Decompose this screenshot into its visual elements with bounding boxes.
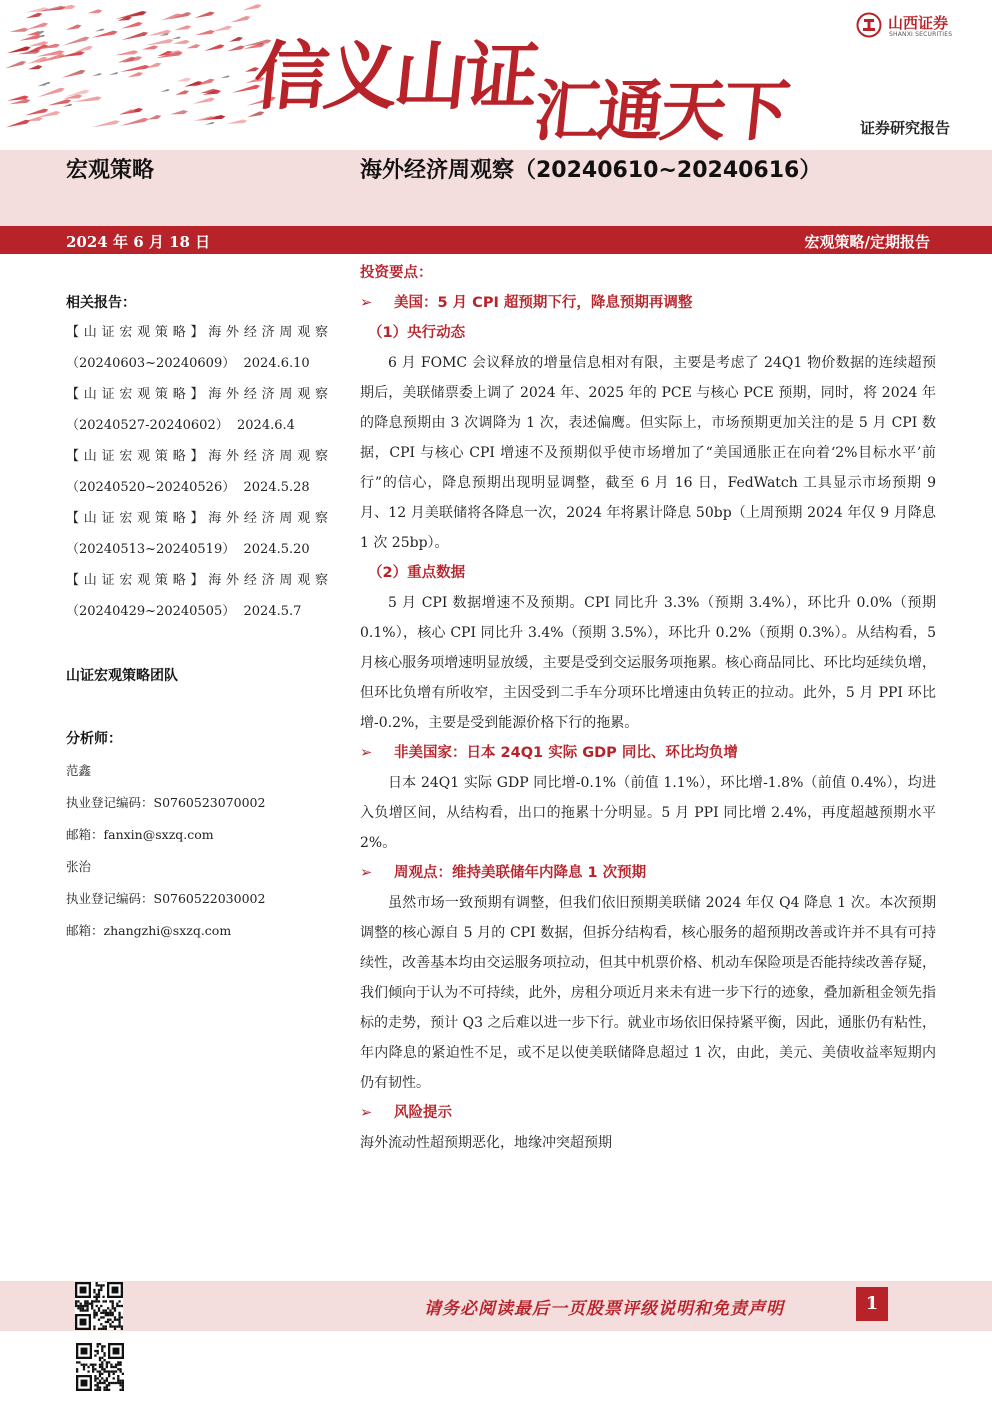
arrow-decoration-mark [160,89,170,93]
arrow-decoration-mark [195,29,216,37]
arrow-decoration-mark [25,12,43,20]
section-heading-weekly-view [360,858,936,888]
section-title: 周观点：维持美联储年内降息 1 次预期 [394,865,647,881]
arrow-decoration-mark [115,10,147,21]
analyst-heading: 分析师： [66,731,122,747]
section-heading-non-us [360,738,936,768]
analyst-email[interactable]: 邮箱：fanxin@sxzq.com [66,827,214,842]
arrow-decoration-mark [87,9,103,16]
arrow-decoration-mark [230,15,252,25]
arrow-decoration-mark [109,72,119,76]
logo-mark-icon [856,12,882,38]
category-title: 宏观策略 [66,158,155,183]
report-date: 2024 年 6 月 18 日 [66,233,211,251]
key-points-heading: 投资要点： [360,265,433,281]
arrow-decoration-mark [92,73,102,77]
arrow-bullet-icon: ➢ [360,1105,373,1121]
logo-name-cn: 山西证券 [888,14,949,32]
arrow-decoration-mark [194,11,215,20]
arrow-decoration-mark [147,29,172,38]
analyst-registration: 执业登记编码：S0760523070002 [66,795,266,810]
related-report-title: 【山证宏观策略】海外经济周观察 [66,325,328,340]
arrow-decoration-mark [147,114,162,122]
page-number: 1 [856,1287,888,1321]
report-category: 宏观策略/定期报告 [804,233,930,251]
arrow-decoration-mark [193,115,215,123]
arrow-decoration-mark [229,36,244,44]
document-title: 海外经济周观察（20240610~20240616） [360,158,822,183]
related-report-range: （20240603~20240609） [66,356,236,371]
analyst-email[interactable]: 邮箱：zhangzhi@sxzq.com [66,923,232,938]
section-heading-us [360,288,936,318]
related-report-date: 2024.6.4 [237,418,295,433]
analyst-registration: 执业登记编码：S0760522030002 [66,891,266,906]
paragraph-weekly-view: 虽然市场一致预期有调整，但我们依旧预期美联储 2024 年仅 Q4 降息 1 次。本次预期调整的核心源自 5 月的 CPI 数据，但拆分结构看，核心服务的超预期改善或许并不具有可持续性，改善基本均由交运服务项拉动，但其中机票价格、机动车保险项是否能持续改善存疑，我们倾向于认为不可持续，此外，房租分项近月来未有进一步下行的迹象，叠加新租金领先指标的走势，预计 Q3 之后难以进一步下行。就业市场依旧保持紧平衡，因此，通胀仍有粘性，年内降息的紧迫性不足，或不足以使美联储降息超过 1 次，由此，美元、美债收益率短期内仍有韧性。 [360,895,936,1091]
arrow-decoration-mark [95,28,105,32]
arrow-bullet-icon: ➢ [360,295,373,311]
arrow-decoration-mark [28,64,43,71]
arrow-decoration-mark [9,27,29,34]
related-report-title: 【山证宏观策略】海外经济周观察 [66,387,328,402]
qr-code-icon[interactable] [75,1282,123,1330]
slogan-part2: 汇通天下 [530,72,791,150]
arrow-decoration-mark [5,119,30,130]
arrow-decoration-mark [171,36,181,40]
arrow-decoration-mark [26,22,49,32]
section-title: 风险提示 [394,1105,452,1121]
section-title: 美国：5 月 CPI 超预期下行，降息预期再调整 [394,295,693,311]
related-report-range: （20240513~20240519） [66,542,236,557]
arrow-decoration-mark [227,44,246,53]
arrow-decoration-mark [62,103,72,107]
related-report-range: （20240527-20240602） [66,418,229,433]
related-report-title: 【山证宏观策略】海外经济周观察 [66,573,328,588]
arrow-decoration-mark [62,36,90,48]
paragraph-key-data: 5 月 CPI 数据增速不及预期。CPI 同比升 3.3%（预期 3.4%），环比升 0.0%（预期 0.1%），核心 CPI 同比升 3.4%（预期 3.5%），环比升 0.2%（预期 0.3%）。从结构看，5 月核心服务项增速明显放缓，主要是受到交运服务项拖累。核心商品同比、环比均延续负增，但环比负增有所收窄，主因受到二手车分项环比增速由负转正的拉动。此外，5 月 PPI 环比增-0.2%，主要是受到能源价格下行的拖累。 [360,595,936,731]
arrow-decoration-mark [141,45,158,52]
related-report-title: 【山证宏观策略】海外经济周观察 [66,449,328,464]
disclaimer-notice: 请务必阅读最后一页股票评级说明和免责声明 [424,1299,784,1319]
arrow-decoration-mark [120,21,143,31]
arrow-decoration-mark [145,38,174,47]
arrow-bullet-icon: ➢ [360,865,373,881]
arrow-decoration-mark [174,24,192,32]
related-report-item[interactable] [66,503,328,565]
slogan-part1: 信义山证 [249,34,539,120]
arrow-decoration-mark [4,60,26,71]
qr-code-icon[interactable] [76,1343,124,1391]
arrow-decoration-mark [119,117,149,128]
arrow-decoration-mark [121,31,149,42]
related-report-item[interactable] [66,379,328,441]
related-report-date: 2024.6.10 [243,356,310,371]
arrow-decoration-mark [186,43,201,50]
arrow-decoration-mark [212,25,233,34]
arrow-decoration-mark [204,43,225,52]
related-report-date: 2024.5.20 [243,542,310,557]
arrow-decoration-mark [226,119,247,126]
arrow-decoration-mark [91,30,118,40]
paragraph-risk: 海外流动性超预期恶化，地缘冲突超预期 [360,1135,612,1151]
related-report-date: 2024.5.7 [243,604,302,619]
logo-name-en: SHANXI SECURITIES [889,31,953,38]
related-report-item[interactable] [66,441,328,503]
arrow-decoration-mark [65,23,82,32]
arrow-decoration-mark [175,89,190,97]
analyst-name: 张治 [66,859,92,874]
section-title: 非美国家：日本 24Q1 实际 GDP 同比、环比均负增 [394,745,738,761]
arrow-decoration-mark [127,71,144,79]
related-report-title: 【山证宏观策略】海外经济周观察 [66,511,328,526]
arrow-decoration-mark [192,97,215,106]
related-report-item[interactable] [66,565,328,627]
related-report-date: 2024.5.28 [243,480,310,495]
arrow-bullet-icon: ➢ [360,745,373,761]
analyst-name: 范鑫 [66,763,92,778]
arrow-decoration-mark [173,39,190,45]
related-report-range: （20240429~20240505） [66,604,236,619]
arrow-decoration-mark [170,109,189,116]
subheading-key-data: （2）重点数据 [368,565,466,581]
related-report-item[interactable] [66,317,328,379]
arrow-decoration-mark [115,50,139,58]
arrow-decoration-mark [220,75,230,79]
arrow-decoration-mark [91,119,120,129]
main-content [360,258,936,1158]
related-reports-heading: 相关报告： [66,295,136,311]
subheading-central-bank: （1）央行动态 [368,325,466,341]
arrow-decoration-mark [176,77,191,84]
arrow-decoration-mark [205,122,215,126]
arrow-decoration-mark [120,64,150,74]
company-logo [856,12,976,42]
section-heading-risk [360,1098,936,1128]
team-name: 山证宏观策略团队 [66,668,178,684]
report-type: 证券研究报告 [860,119,951,137]
related-report-range: （20240520~20240526） [66,480,236,495]
paragraph-central-bank: 6 月 FOMC 会议释放的增量信息相对有限，主要是考虑了 24Q1 物价数据的连续超预期后，美联储票委上调了 2024 年、2025 年的 PCE 与核心 PCE 预期，同时，将 2024 年的降息预期由 3 次调降为 1 次，表述偏鹰。但实际上，市场预期更加关注的是 5 月 CPI 数据，CPI 与核心 CPI 增速不及预期似乎使市场增加了“美国通胀正在向着‘2%目标水平’前行”的信心，降息预期出现明显调整，截至 6 月 16 日，FedWatch 工具显示市场预期 9 月、12 月美联储将各降息一次，2024 年将累计降息 50bp（上周预期 2024 年仅 9 月降息 1 次 25bp）。 [360,355,936,551]
arrow-decoration-mark [36,87,65,100]
arrow-decoration-mark [242,3,262,12]
paragraph-japan: 日本 24Q1 实际 GDP 同比增-0.1%（前值 1.1%），环比增-1.8%（前值 0.4%），均进入负增区间，从结构看，出口的拖累十分明显。5 月 PPI 同比增 2.4%，再度超越预期水平 2%。 [360,775,936,851]
